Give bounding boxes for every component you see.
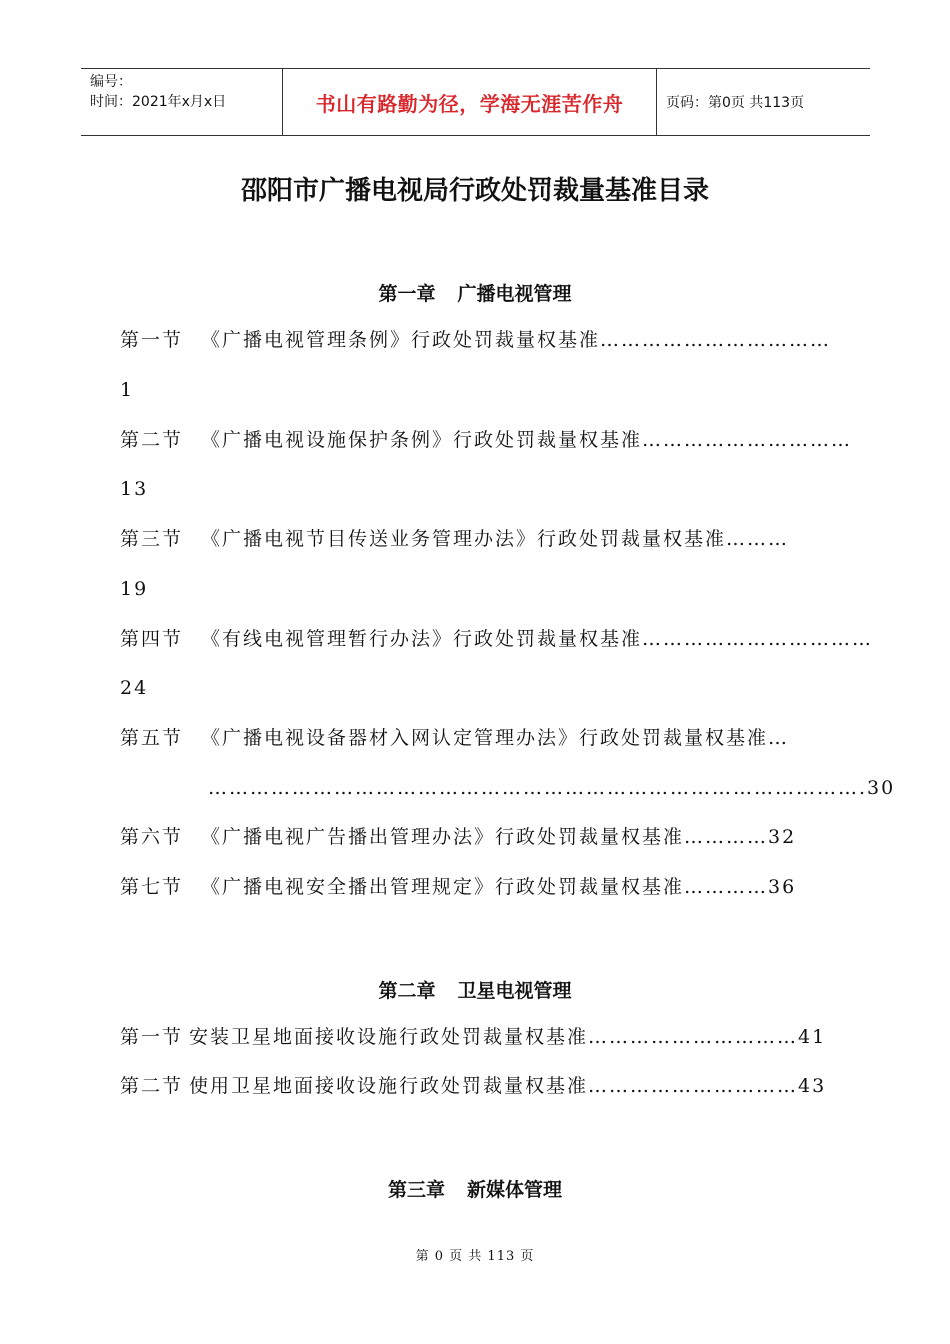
toc-entry[interactable] <box>120 524 832 554</box>
toc-entry[interactable] <box>120 624 874 654</box>
section-title: 使用卫星地面接收设施行政处罚裁量权基准…………………………43 <box>189 1075 827 1097</box>
chapter-name: 新媒体管理 <box>467 1179 563 1201</box>
section-number: 第五节 <box>120 727 184 749</box>
section-title: 《广播电视设备器材入网认定管理办法》行政处罚裁量权基准… <box>201 727 790 749</box>
chapter-heading <box>0 279 950 306</box>
header-motto: 书山有路勤为径，学海无涯苦作舟 <box>283 69 657 135</box>
section-number: 第二节 <box>120 429 184 451</box>
chapter-number: 第二章 <box>378 980 436 1002</box>
section-number: 第六节 <box>120 826 184 848</box>
section-title: 《广播电视设施保护条例》行政处罚裁量权基准………………………… <box>201 429 853 451</box>
chapter-heading <box>0 976 950 1003</box>
time-label: 时间：2021年x月x日 <box>90 94 227 110</box>
toc-entry[interactable] <box>120 723 832 753</box>
toc-entry[interactable] <box>120 325 832 355</box>
document-title: 邵阳市广播电视局行政处罚裁量基准目录 <box>240 176 709 206</box>
section-number: 第七节 <box>120 876 184 898</box>
toc-entry[interactable] <box>120 1071 832 1101</box>
section-title: 安装卫星地面接收设施行政处罚裁量权基准…………………………41 <box>189 1026 827 1048</box>
chapter-number: 第三章 <box>387 1179 445 1201</box>
section-number: 第二节 <box>120 1075 184 1097</box>
toc-page-number: 24 <box>120 677 149 699</box>
section-title: 《广播电视广告播出管理办法》行政处罚裁量权基准…………32 <box>201 826 797 848</box>
toc-entry[interactable] <box>120 872 832 902</box>
section-number: 第四节 <box>120 628 184 650</box>
section-number: 第一节 <box>120 329 184 351</box>
chapter-heading <box>0 1175 950 1202</box>
section-title: 《广播电视管理条例》行政处罚裁量权基准…………………………… <box>201 329 832 351</box>
toc-page-number: 1 <box>120 379 135 401</box>
document-header <box>81 68 870 136</box>
section-title: 《有线电视管理暂行办法》行政处罚裁量权基准…………………………… <box>201 628 874 650</box>
chapter-name: 卫星电视管理 <box>457 980 572 1002</box>
toc-page-number: 13 <box>120 478 149 500</box>
section-number: 第一节 <box>120 1026 184 1048</box>
header-page-info: 页码：第0页 共113页 <box>666 95 805 111</box>
section-title: 《广播电视安全播出管理规定》行政处罚裁量权基准…………36 <box>201 876 797 898</box>
toc-entry[interactable] <box>120 1022 832 1052</box>
header-meta <box>81 69 283 135</box>
toc-entry[interactable] <box>120 822 832 852</box>
section-number: 第三节 <box>120 528 184 550</box>
serial-label: 编号： <box>90 74 132 90</box>
page-footer: 第 0 页 共 113 页 <box>415 1249 535 1264</box>
chapter-number: 第一章 <box>378 283 436 305</box>
chapter-name: 广播电视管理 <box>457 283 572 305</box>
toc-entry-continuation: ………………………………………………………………………………….30 <box>208 777 896 799</box>
section-title: 《广播电视节目传送业务管理办法》行政处罚裁量权基准……… <box>201 528 790 550</box>
toc-page-number: 19 <box>120 578 149 600</box>
toc-entry[interactable] <box>120 425 853 455</box>
